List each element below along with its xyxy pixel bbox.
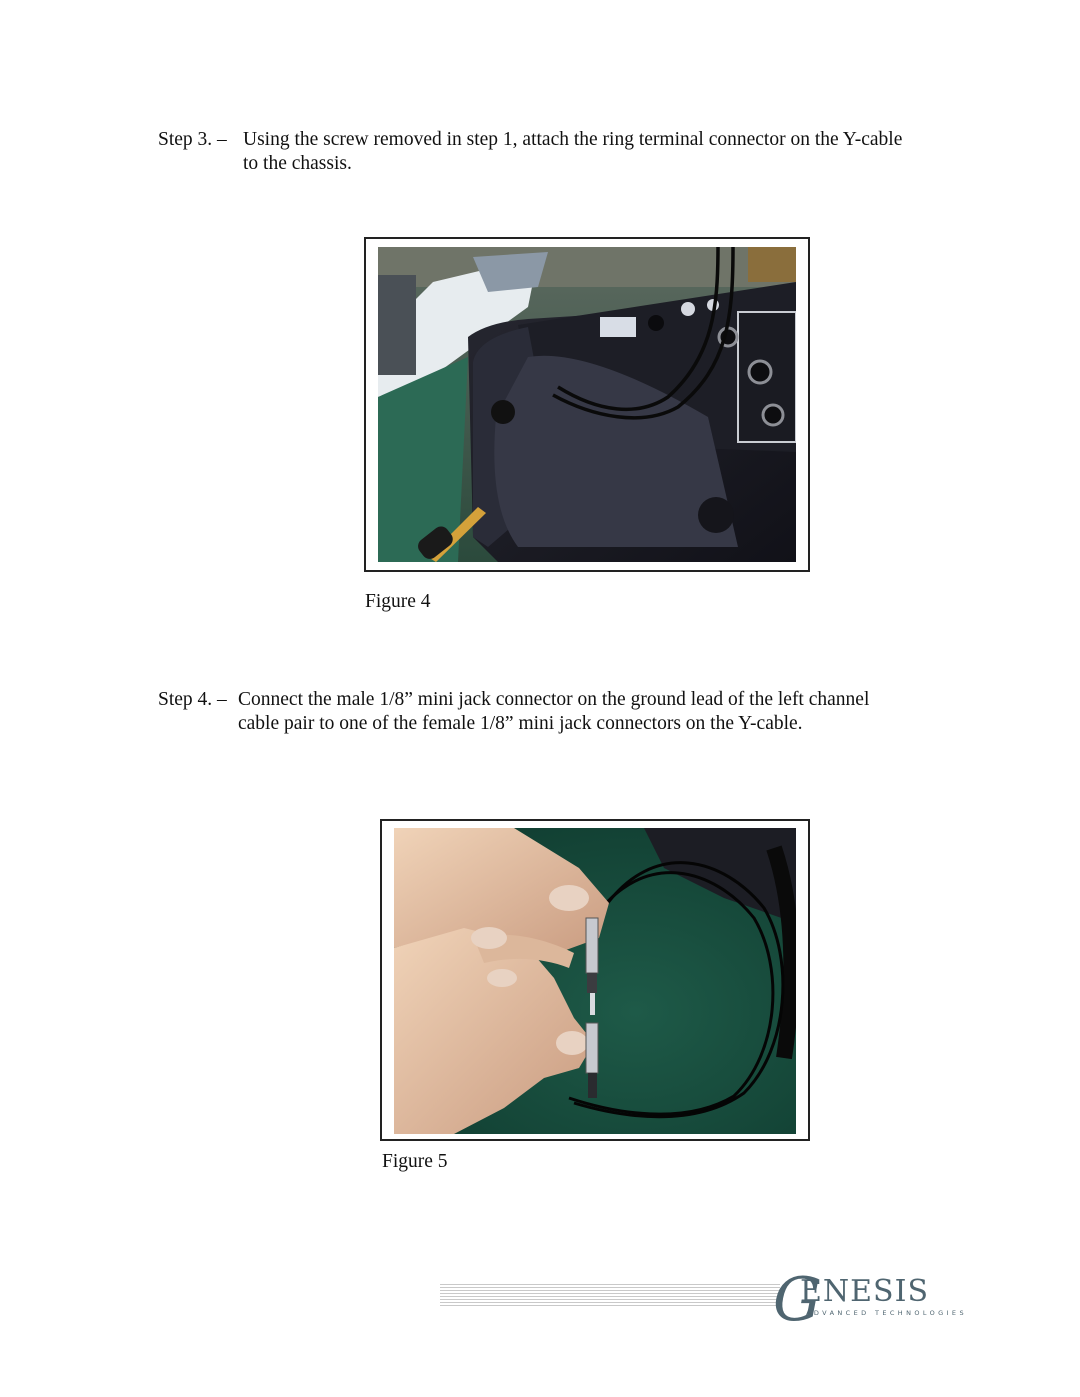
figure-5-photo [380,819,810,1141]
step-4-instruction [158,688,918,768]
step-number: Step 3. – [158,129,227,150]
logo-wordmark: ENESIS [800,1274,930,1309]
step-text: Using the screw removed in step 1, attach the ring terminal connector on the Y-cable to the chassis. [243,129,903,174]
figure-5-caption: Figure 5 [382,1151,448,1172]
step-3-instruction [158,128,918,188]
logo-tagline: ADVANCED TECHNOLOGIES [806,1309,967,1317]
step-text: Connect the male 1/8” mini jack connector on the ground lead of the left channel cable pair to one of the female 1/8” mini jack connectors on the Y-cable. [238,689,870,734]
logo-initial: G [773,1265,821,1335]
genesis-logo [440,1265,967,1338]
speaker-chassis-photo [378,247,796,562]
mini-jack-connection-photo [394,828,796,1134]
figure-4-caption: Figure 4 [365,591,431,612]
logo-stripes [440,1284,780,1306]
figure-4-photo [364,237,810,572]
step-number: Step 4. – [158,689,227,710]
